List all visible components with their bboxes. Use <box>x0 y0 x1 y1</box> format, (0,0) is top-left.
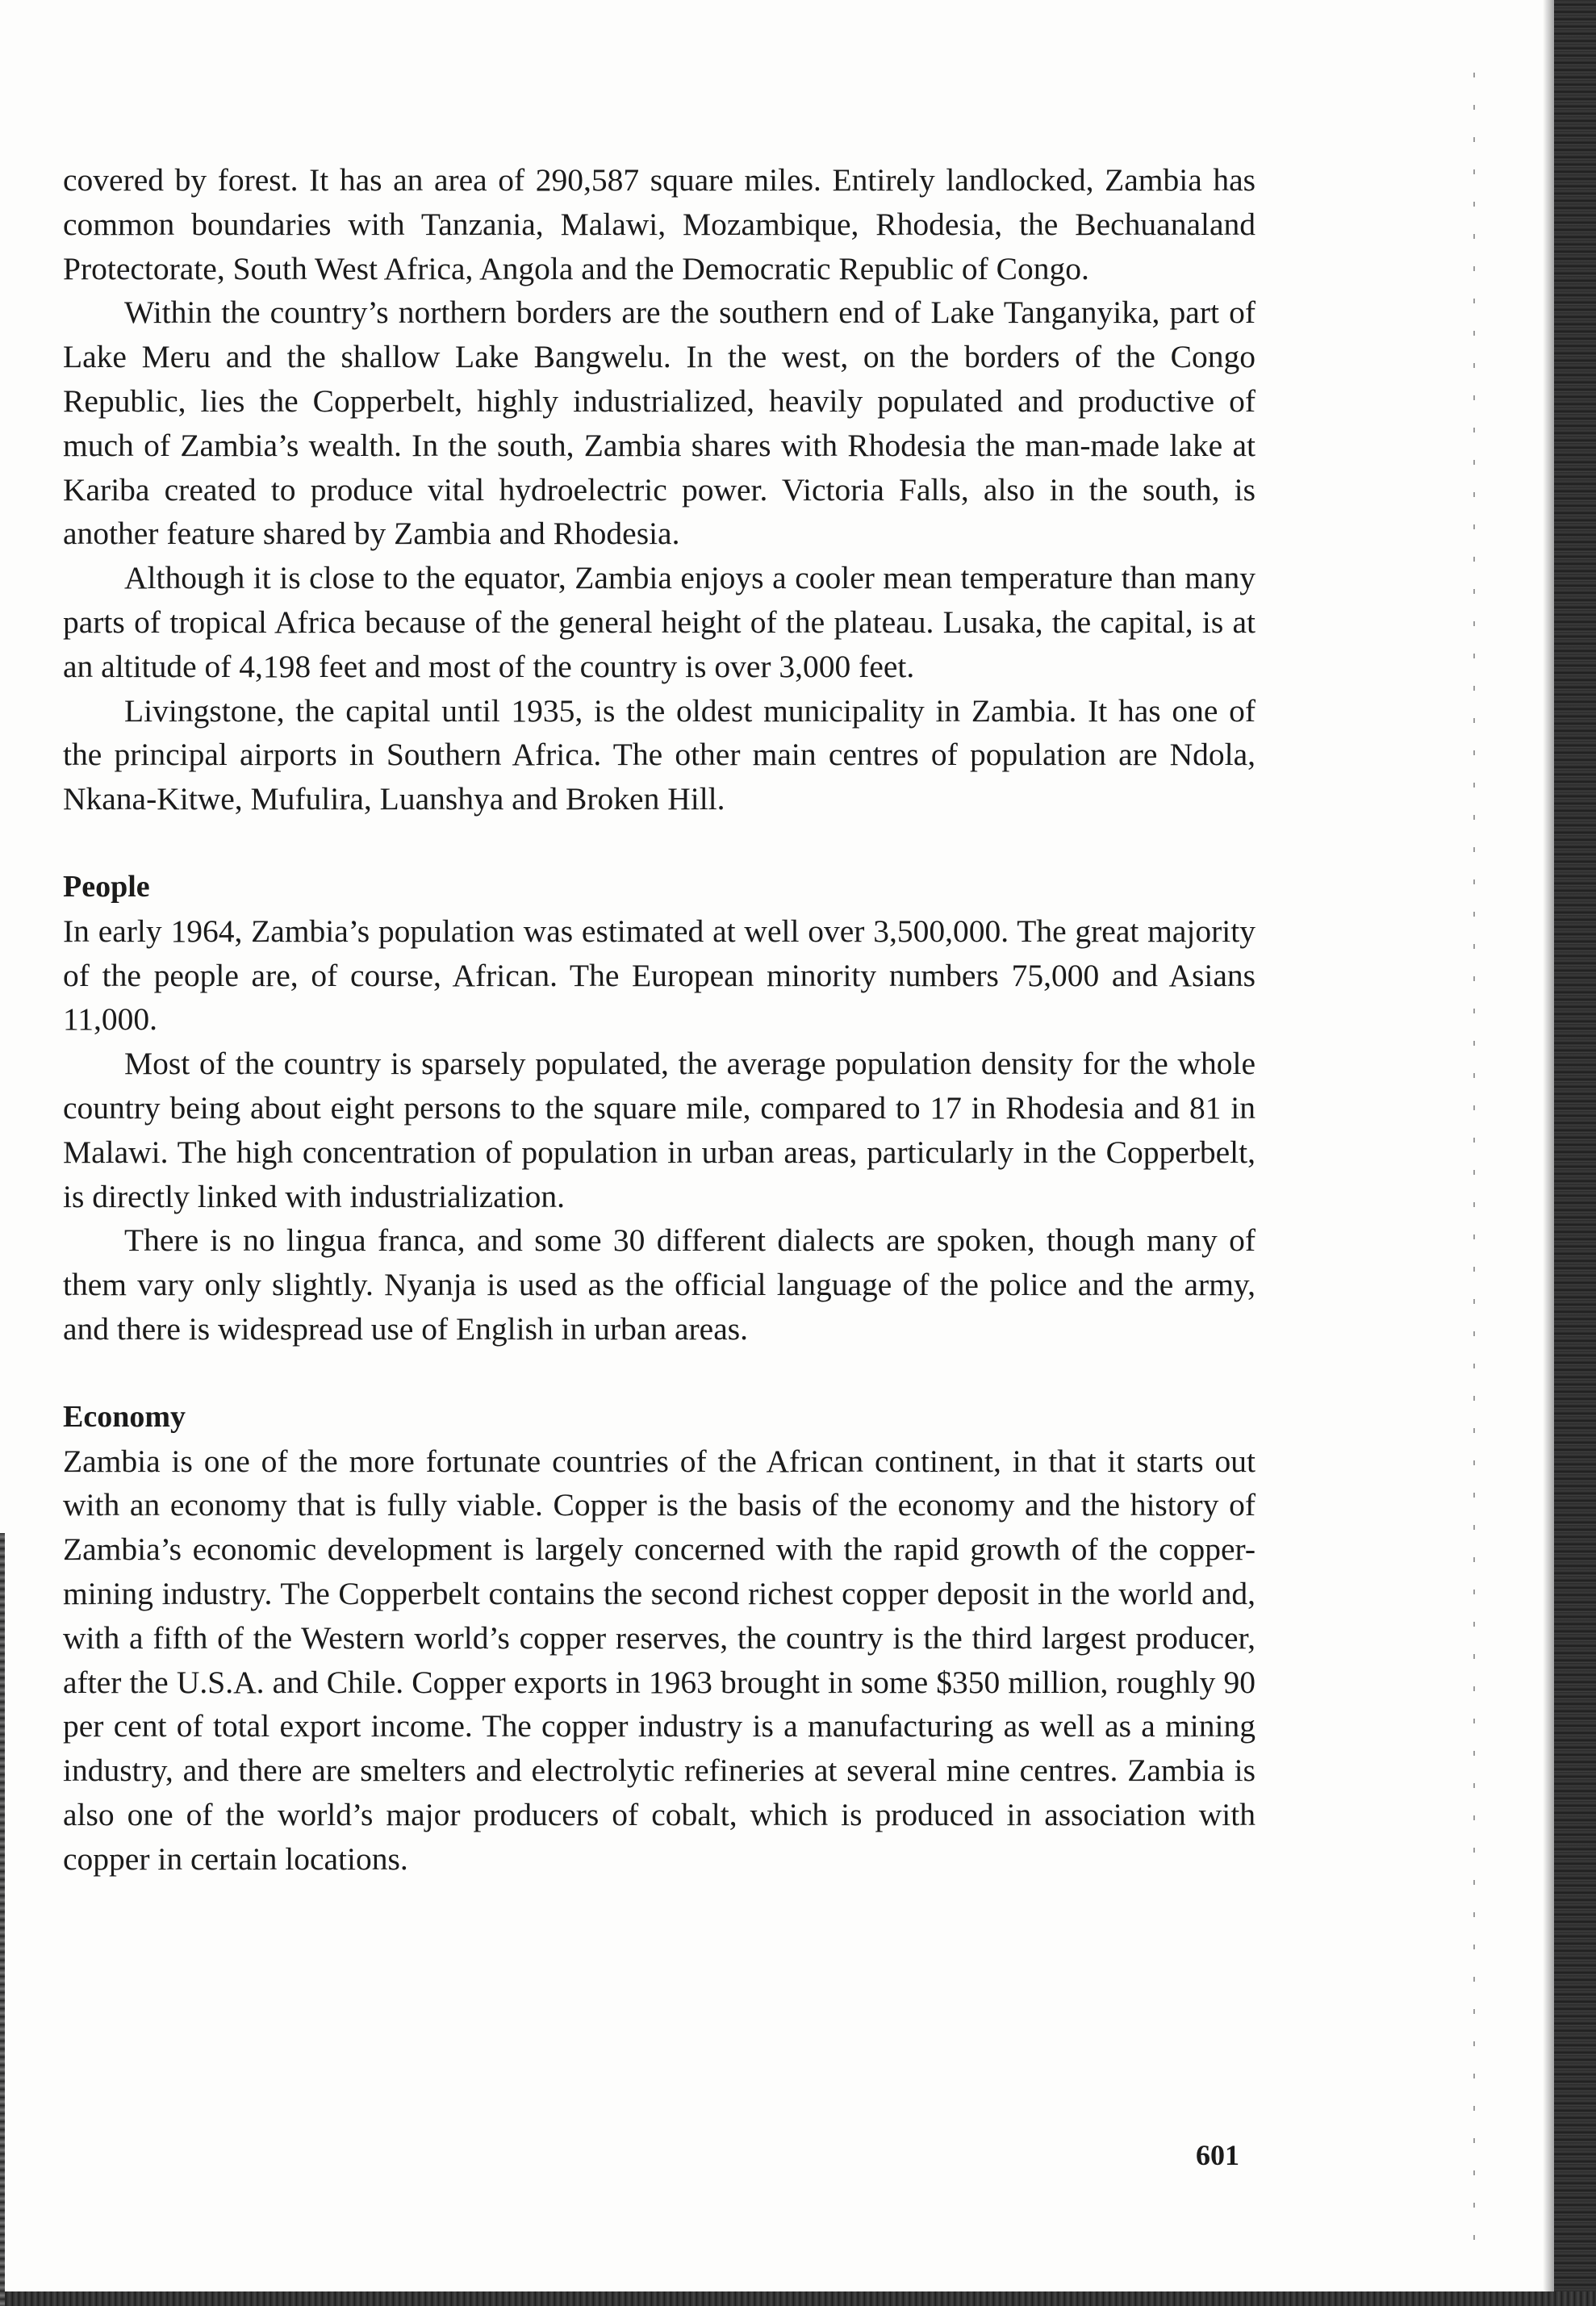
section-spacer <box>63 821 1255 865</box>
body-paragraph: Most of the country is sparsely populated, the average population density for the whole country being about eight persons to the square mile, compared to 17 in Rhodesia and 81 in Malawi. The high concentration of population in urban areas, particularly in the Copperbelt, is directly linked with industrialization. <box>63 1046 1255 1214</box>
section-heading-economy: Economy <box>63 1399 186 1434</box>
article-body <box>63 158 1255 1881</box>
body-paragraph: Within the country’s northern borders are the southern end of Lake Tanganyika, part of Lake Meru and the shallow Lake Bangwelu. In the west, on the borders of the Congo Republic, lies the Copperbelt, highly industrialized, heavily populated and productive of much of Zambia’s wealth. In the south, Zambia shares with Rhodesia the man-made lake at Kariba created to produce vital hydroelectric power. Victoria Falls, also in the south, is another feature shared by Zambia and Rhodesia. <box>63 295 1255 552</box>
page-number: 601 <box>1196 2139 1239 2171</box>
section-spacer <box>63 1351 1255 1395</box>
body-paragraph: In early 1964, Zambia’s population was estimated at well over 3,500,000. The great majority of the people are, of course, African. The European minority numbers 75,000 and Asians 11,000. <box>63 913 1255 1038</box>
body-paragraph: Livingstone, the capital until 1935, is the oldest municipality in Zambia. It has one of the principal airports in Southern Africa. The other main centres of population are Ndola, Nkana-Kitwe, Mufulira, Luanshya and Broken Hill. <box>63 692 1255 817</box>
fold-line <box>1473 73 1475 2251</box>
body-paragraph: Zambia is one of the more fortunate countries of the African continent, in that it starts out with an economy that is fully viable. Copper is the basis of the economy and the history of Zambia’s economic development is largely concerned with the rapid growth of the copper-mining industry. The Copperbelt contains the second richest copper deposit in the world and, with a fifth of the Western world’s copper reserves, the country is the third largest producer, after the U.S.A. and Chile. Copper exports in 1963 brought in some $350 million, roughly 90 per cent of total export income. The copper industry is a manufacturing as well as a mining industry, and there are smelters and electrolytic refineries at several mine centres. Zambia is also one of the world’s major producers of cobalt, which is produced in association with copper in certain locations. <box>63 1443 1255 1877</box>
body-paragraph: covered by forest. It has an area of 290,587 square miles. Entirely landlocked, Zambia has common boundaries with Tanzania, Malawi, Mozambique, Rhodesia, the Bechuanaland Protectorate, South West Africa, Angola and the Democratic Republic of Congo. <box>63 162 1255 286</box>
page-edge-shadow <box>1543 0 1554 2306</box>
page-edge-right <box>1554 0 1596 2306</box>
section-heading-people: People <box>63 869 150 904</box>
page-edge-bottom <box>0 2291 1596 2306</box>
page-edge-left <box>0 1533 5 2306</box>
body-paragraph: There is no lingua franca, and some 30 different dialects are spoken, though many of them vary only slightly. Nyanja is used as the official language of the police and the army, and there is widespread use of English in urban areas. <box>63 1222 1255 1347</box>
body-paragraph: Although it is close to the equator, Zambia enjoys a cooler mean temperature than many parts of tropical Africa because of the general height of the plateau. Lusaka, the capital, is at an altitude of 4,198 feet and most of the country is over 3,000 feet. <box>63 560 1255 684</box>
